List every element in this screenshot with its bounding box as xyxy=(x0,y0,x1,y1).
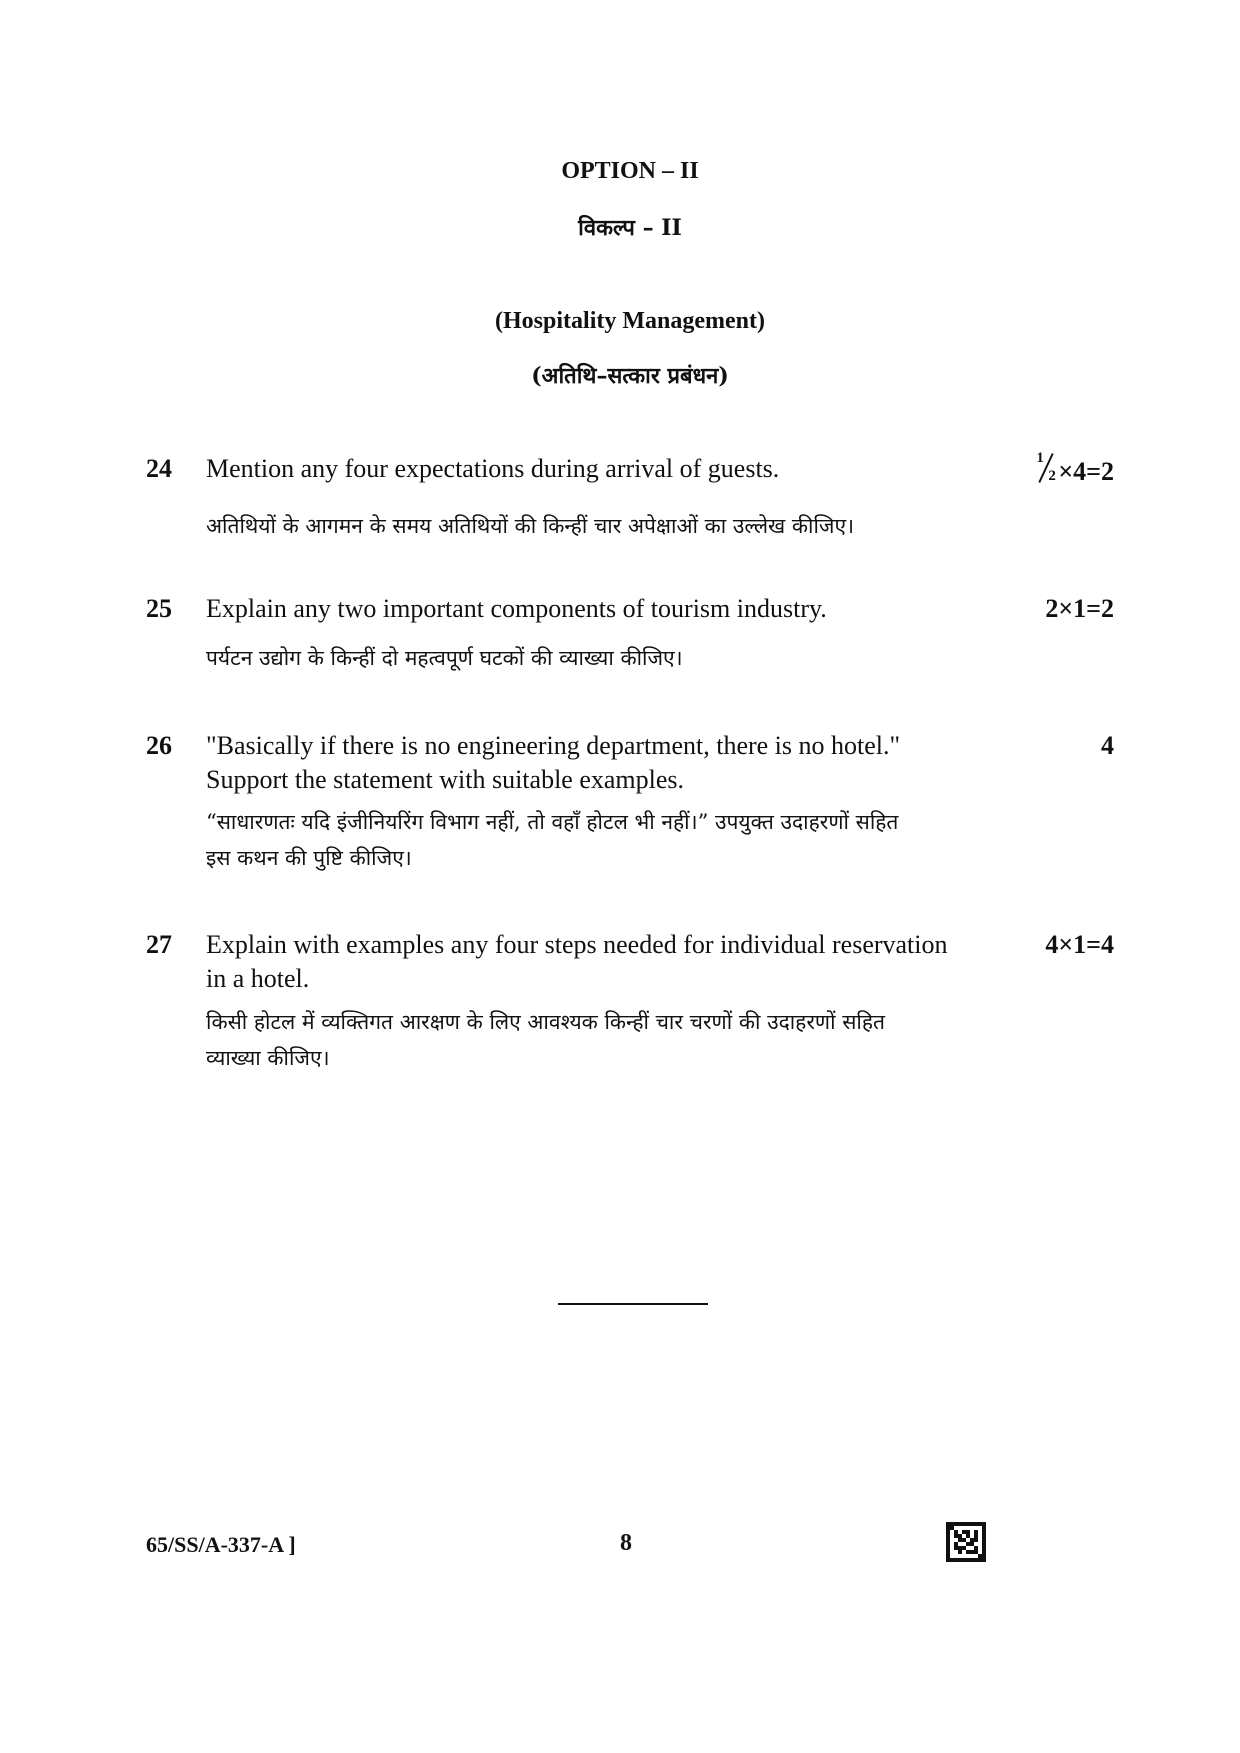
question-text-hindi: अतिथियों के आगमन के समय अतिथियों की किन्हीं चार अपेक्षाओं का उल्लेख कीजिए। xyxy=(206,514,855,538)
question-marks: 4 xyxy=(1101,731,1114,760)
question-text-hindi: किसी होटल में व्यक्तिगत आरक्षण के लिए आवश्यक किन्हीं चार चरणों की उदाहरणों सहित व्याख्या कीजिए। xyxy=(206,1010,885,1070)
question-text-english: Explain any two important components of tourism industry. xyxy=(206,594,827,623)
question-text-english: "Basically if there is no engineering department, there is no hotel." Support the statement with suitable examples. xyxy=(206,731,901,794)
subject-title: (Hospitality Management) xyxy=(495,308,765,334)
paper-code: 65/SS/A-337-A ] xyxy=(146,1532,296,1557)
question-text-english: Explain with examples any four steps needed for individual reservation in a hotel. xyxy=(206,930,948,993)
qr-code-icon xyxy=(946,1522,986,1562)
subject-title-hindi: (अतिथि–सत्कार प्रबंधन) xyxy=(531,363,729,389)
option-heading-hindi: विकल्प – II xyxy=(578,215,682,241)
question-number: 26 xyxy=(146,731,172,760)
question-number: 24 xyxy=(146,454,172,483)
question-marks: 2×1=2 xyxy=(1045,594,1114,623)
end-divider xyxy=(558,1303,708,1305)
question-marks: 4×1=4 xyxy=(1045,930,1114,959)
option-heading: OPTION – II xyxy=(561,158,699,184)
half-fraction: 1 2 xyxy=(1036,450,1056,484)
question-text-english: Mention any four expectations during arrival of guests. xyxy=(206,454,780,483)
question-number: 27 xyxy=(146,930,172,959)
question-marks: 1 2 ×4=2 xyxy=(1036,450,1114,486)
page-number: 8 xyxy=(620,1530,632,1556)
question-text-hindi: “साधारणतः यदि इंजीनियरिंग विभाग नहीं, तो वहाँ होटल भी नहीं।” उपयुक्त उदाहरणों सहित इस कथन की पुष्टि कीजिए। xyxy=(206,810,899,870)
question-text-hindi: पर्यटन उद्योग के किन्हीं दो महत्वपूर्ण घटकों की व्याख्या कीजिए। xyxy=(206,646,683,670)
question-number: 25 xyxy=(146,594,172,623)
